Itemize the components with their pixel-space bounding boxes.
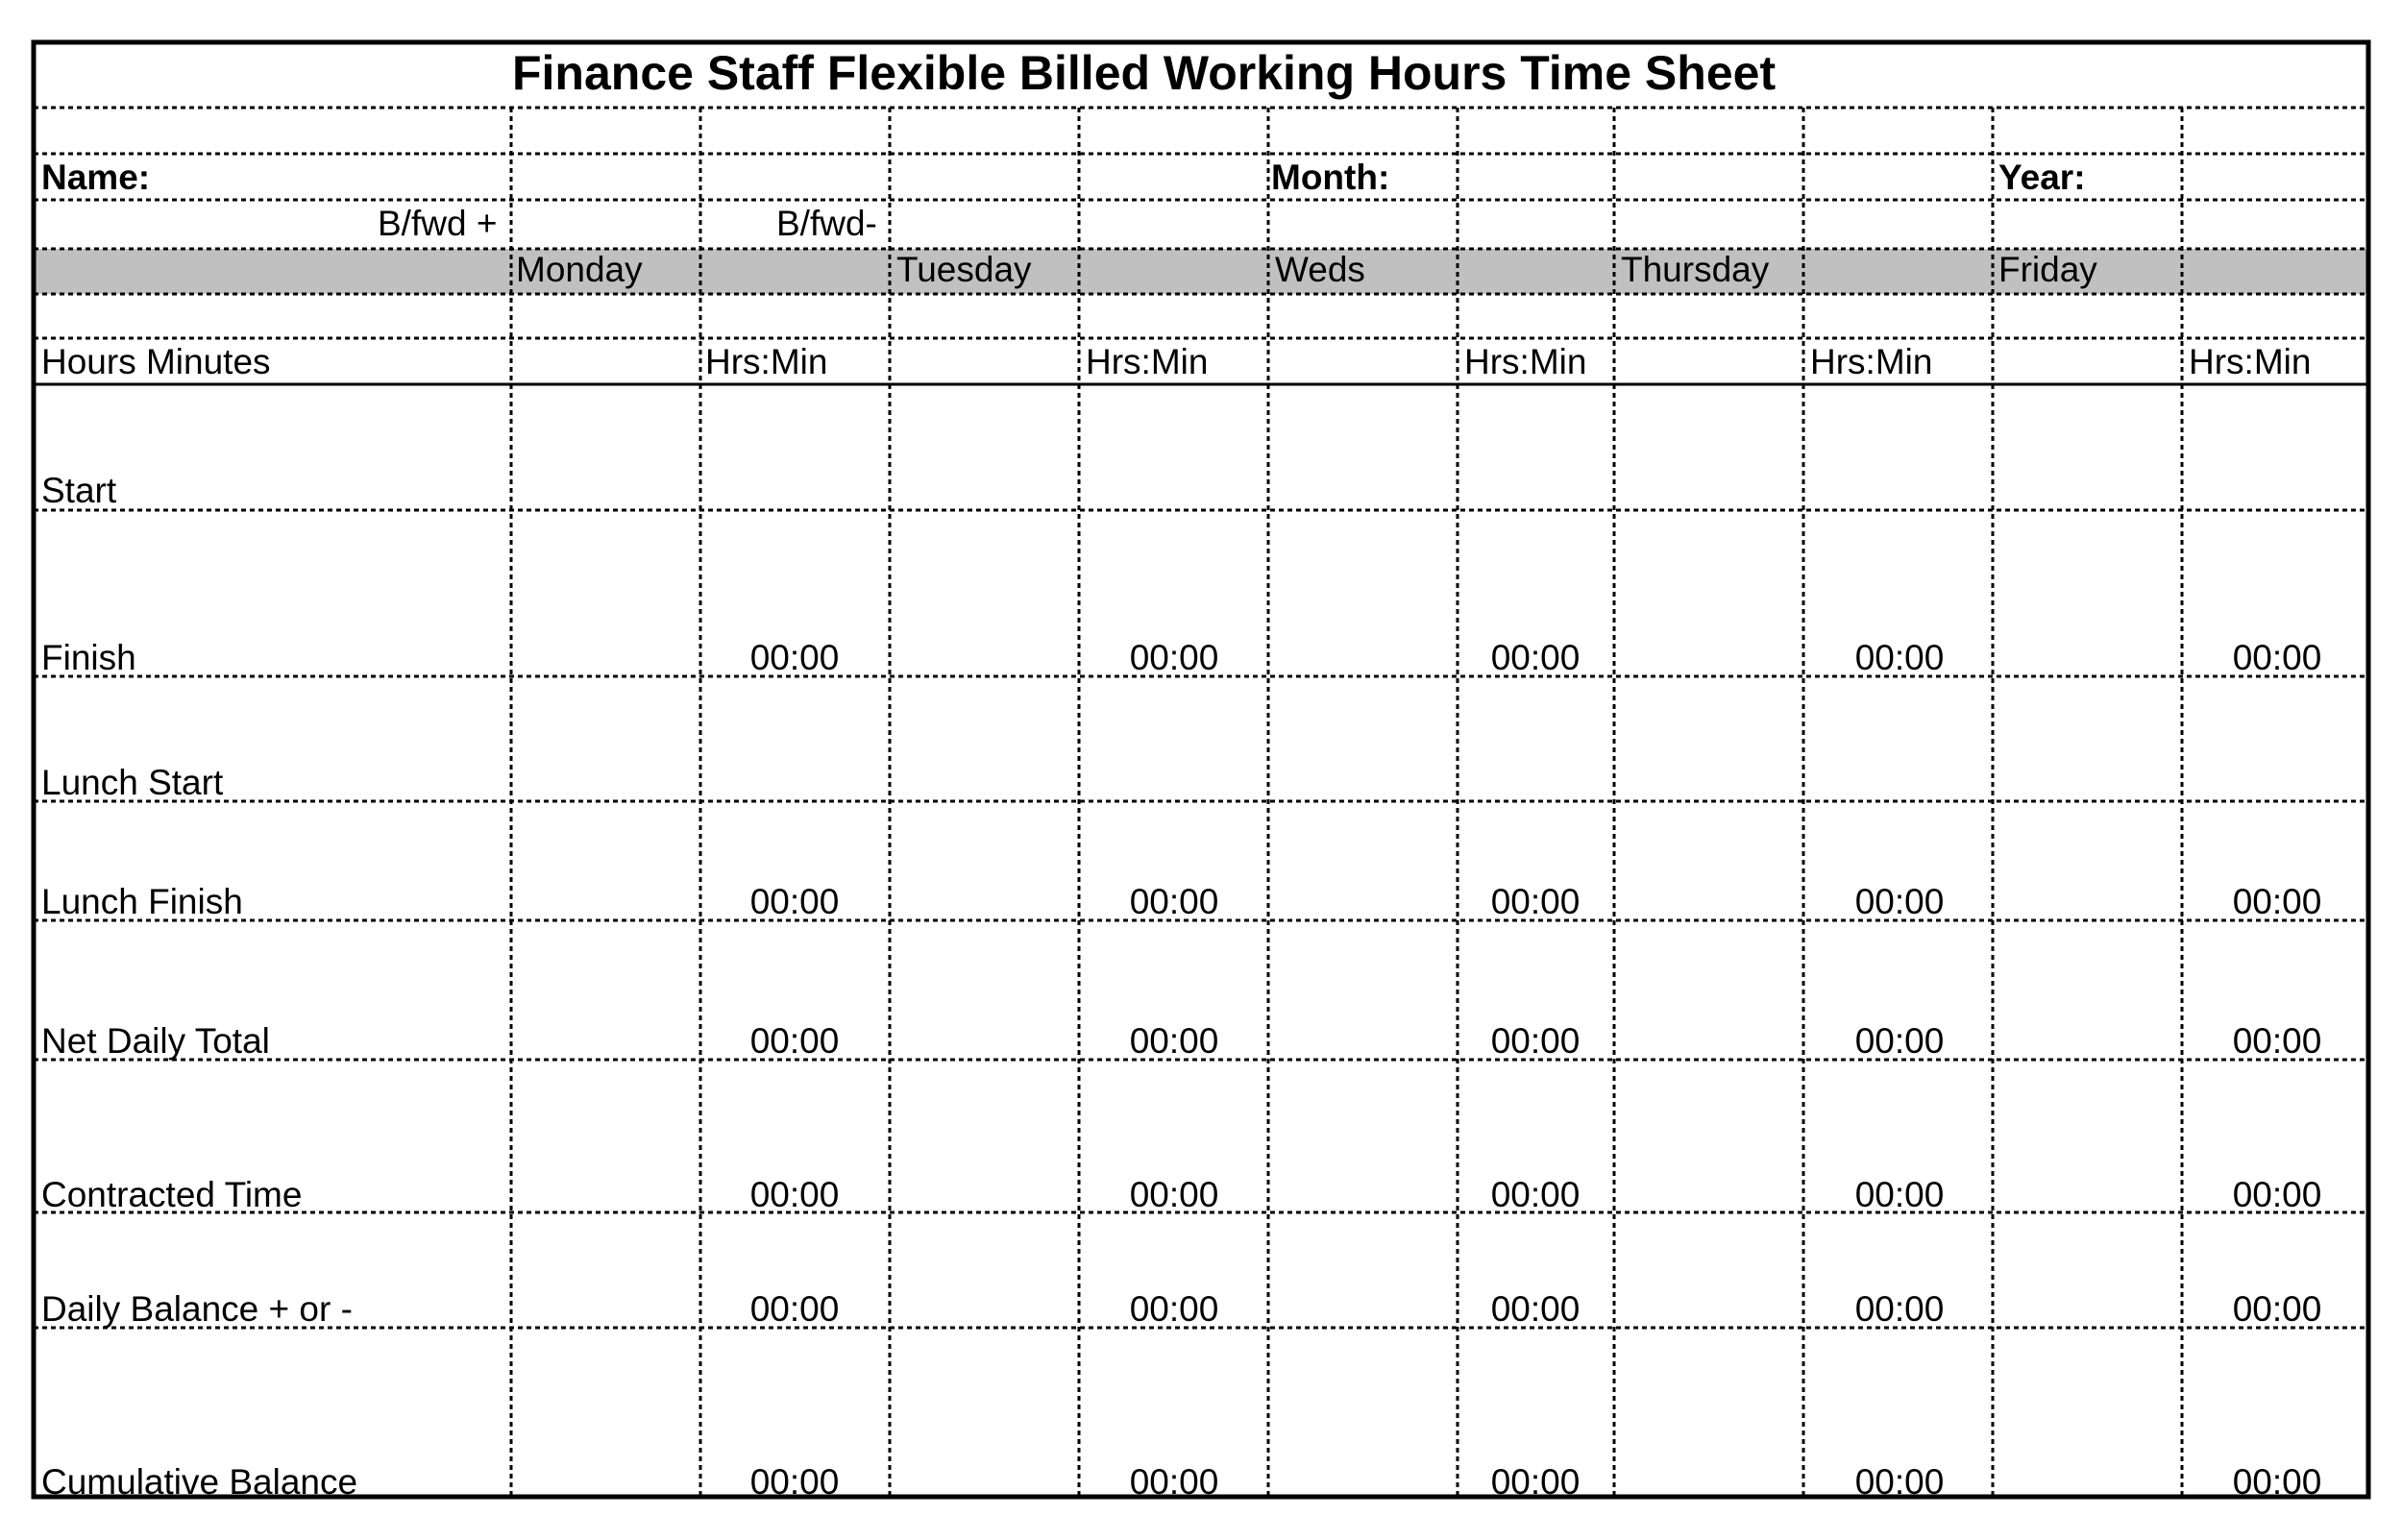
year-label: Year: (1998, 158, 2086, 197)
row-label: Daily Balance + or - (41, 1289, 353, 1329)
day-monday: Monday (516, 250, 643, 289)
time-value-cell: 00:00 (1854, 1175, 1945, 1214)
time-value-cell: 00:00 (1854, 638, 1945, 677)
time-value-cell: 00:00 (1129, 1289, 1219, 1329)
day-friday: Friday (1998, 250, 2097, 289)
time-value-cell: 00:00 (1490, 1175, 1581, 1214)
time-value-cell: 00:00 (1490, 1289, 1581, 1329)
month-label: Month: (1271, 158, 1390, 197)
bfwd-minus-label: B/fwd- (776, 204, 877, 243)
time-value-cell: 00:00 (749, 1462, 840, 1502)
bfwd-plus-label: B/fwd + (378, 204, 498, 243)
row-label: Contracted Time (41, 1175, 303, 1214)
time-value-cell: 00:00 (1129, 1175, 1219, 1214)
time-value-cell: 00:00 (2232, 1021, 2322, 1061)
day-weds: Weds (1275, 250, 1365, 289)
row-label: Lunch Finish (41, 882, 243, 921)
row-label: Cumulative Balance (41, 1462, 358, 1502)
time-value-cell: 00:00 (1129, 1462, 1219, 1502)
time-value-cell: 00:00 (1490, 638, 1581, 677)
row-label: Start (41, 471, 117, 510)
time-value-cell: 00:00 (749, 638, 840, 677)
time-value-cell: 00:00 (2232, 1289, 2322, 1329)
time-value-cell: 00:00 (1854, 1021, 1945, 1061)
time-value-cell: 00:00 (1129, 638, 1219, 677)
time-value-cell: 00:00 (1854, 1462, 1945, 1502)
time-value-cell: 00:00 (749, 1175, 840, 1214)
day-tuesday: Tuesday (896, 250, 1032, 289)
time-value-cell: 00:00 (2232, 1462, 2322, 1502)
row-label: Finish (41, 638, 136, 677)
time-value-cell: 00:00 (1854, 882, 1945, 921)
hrs-min-weds: Hrs:Min (1464, 342, 1587, 381)
time-value-cell: 00:00 (1854, 1289, 1945, 1329)
hrs-min-friday: Hrs:Min (2189, 342, 2312, 381)
time-value-cell: 00:00 (1490, 1021, 1581, 1061)
time-value-cell: 00:00 (1129, 882, 1219, 921)
hrs-min-thursday: Hrs:Min (1810, 342, 1933, 381)
units-label: Hours Minutes (41, 342, 271, 381)
time-value-cell: 00:00 (749, 1021, 840, 1061)
time-value-cell: 00:00 (2232, 1175, 2322, 1214)
time-value-cell: 00:00 (2232, 882, 2322, 921)
day-thursday: Thursday (1621, 250, 1770, 289)
sheet-title: Finance Staff Flexible Billed Working Hours Time Sheet (512, 46, 1777, 100)
time-value-cell: 00:00 (749, 882, 840, 921)
row-label: Lunch Start (41, 763, 224, 802)
time-value-cell: 00:00 (1129, 1021, 1219, 1061)
time-value-cell: 00:00 (2232, 638, 2322, 677)
time-value-cell: 00:00 (1490, 1462, 1581, 1502)
hrs-min-tuesday: Hrs:Min (1086, 342, 1209, 381)
time-value-cell: 00:00 (749, 1289, 840, 1329)
row-label: Net Daily Total (41, 1021, 270, 1061)
name-label: Name: (41, 158, 151, 197)
hrs-min-monday: Hrs:Min (705, 342, 828, 381)
time-value-cell: 00:00 (1490, 882, 1581, 921)
